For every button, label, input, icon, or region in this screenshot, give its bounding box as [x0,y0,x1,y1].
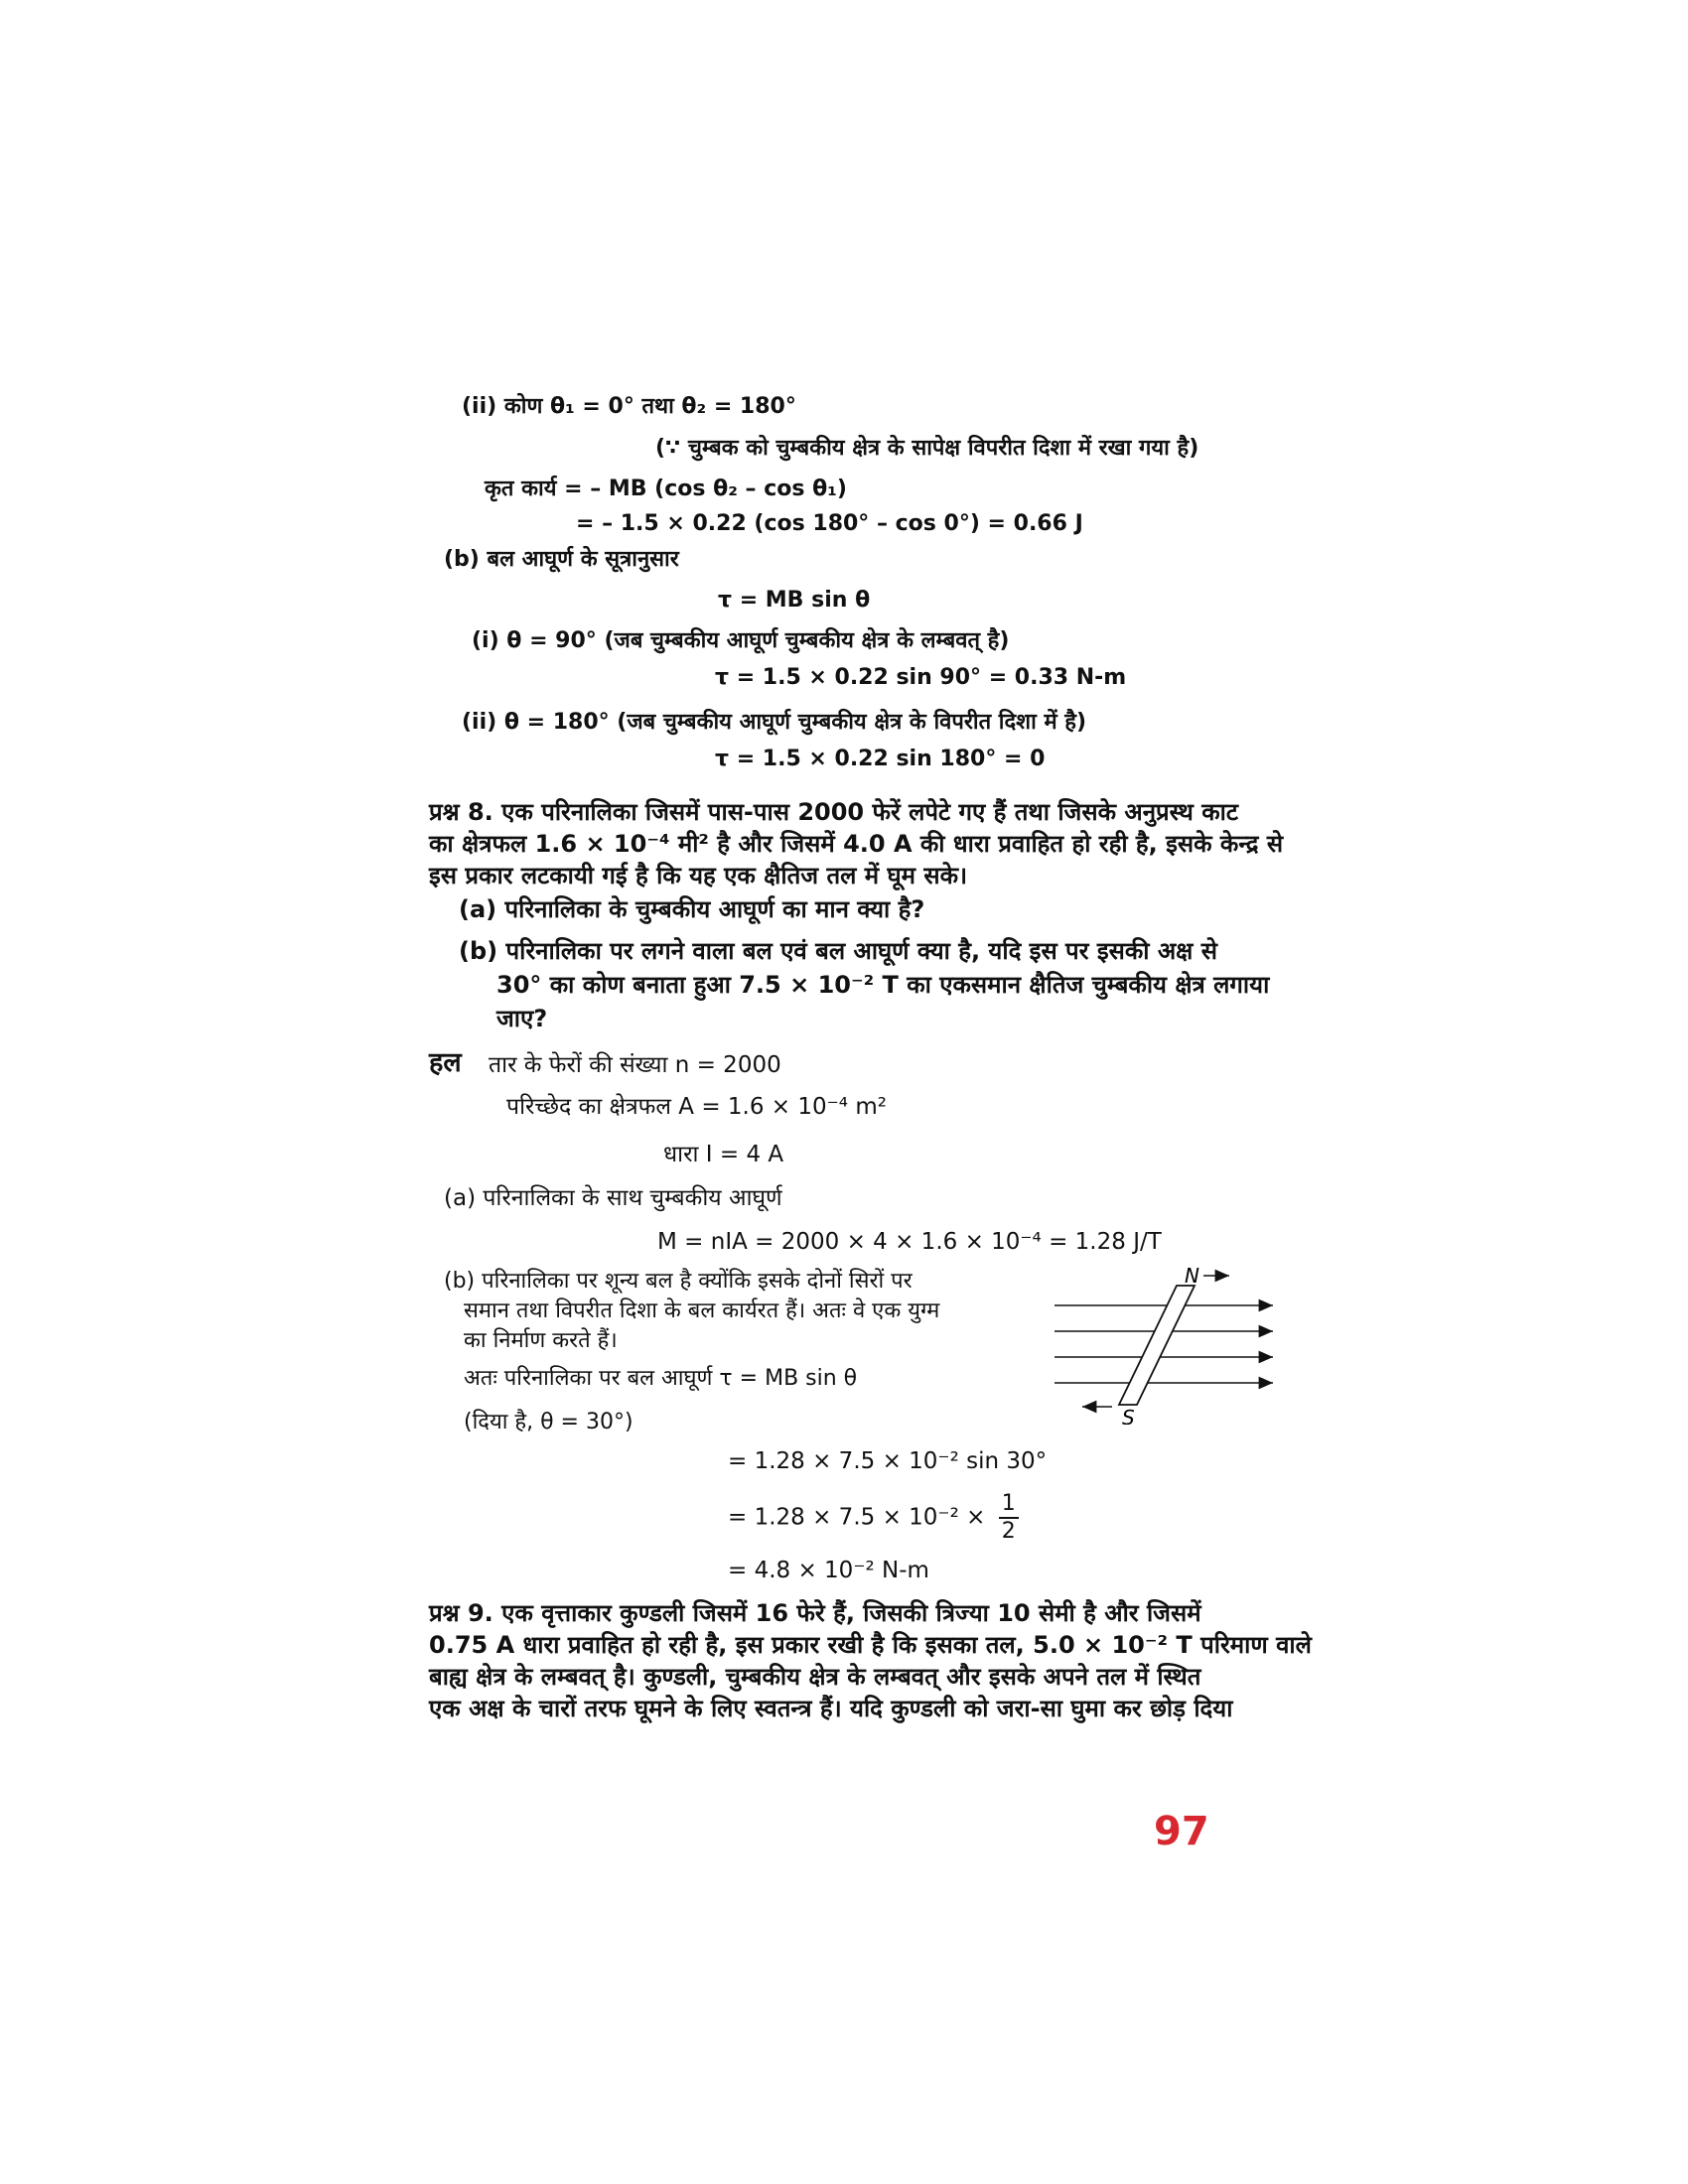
solution-step1: = 1.28 × 7.5 × 10⁻² sin 30° [728,1448,1048,1474]
solution-torque-formula: अतः परिनालिका पर बल आघूर्ण τ = MB sin θ [464,1366,858,1391]
question8-line3: इस प्रकार लटकायी गई है कि यह एक क्षैतिज तल में घूम सके। [429,862,968,889]
solution-part-b-line3: का निर्माण करते हैं। [464,1328,618,1353]
question9-line4: एक अक्ष के चारों तरफ घूमने के लिए स्वतन्त्र हैं। यदि कुण्डली को जरा-सा घुमा कर छोड़ दिया [429,1695,1233,1722]
reason-line: (∵ चुम्बक को चुम्बकीय क्षेत्र के सापेक्ष विपरीत दिशा में रखा गया है) [655,436,1199,461]
question8-line2: का क्षेत्रफल 1.6 × 10⁻⁴ मी² है और जिसमें 4.0 A की धारा प्रवाहित हो रही है, इसके केन्द्र से [429,830,1284,858]
question8-part-b-line1: (b) परिनालिका पर लगने वाला बल एवं बल आघूर्ण क्या है, यदि इस पर इसकी अक्ष से [459,937,1217,965]
solution-moment: M = nIA = 2000 × 4 × 1.6 × 10⁻⁴ = 1.28 J/T [657,1229,1162,1255]
solution-step3: = 4.8 × 10⁻² N-m [728,1558,929,1583]
question8-part-a: (a) परिनालिका के चुम्बकीय आघूर्ण का मान क्या है? [459,895,925,923]
case-i-value: τ = 1.5 × 0.22 sin 90° = 0.33 N-m [715,665,1127,690]
page-number: 97 [1154,1809,1209,1854]
solution-part-a-heading: (a) परिनालिका के साथ चुम्बकीय आघूर्ण [444,1185,782,1211]
solution-label: हल [429,1047,462,1078]
question8-part-b-line3: जाए? [496,1005,548,1032]
solution-turns: तार के फेरों की संख्या n = 2000 [489,1052,781,1078]
work-value: = – 1.5 × 0.22 (cos 180° – cos 0°) = 0.66 J [576,511,1083,536]
case-ii-value: τ = 1.5 × 0.22 sin 180° = 0 [715,747,1046,771]
case-ii: (ii) θ = 180° (जब चुम्बकीय आघूर्ण चुम्बकीय क्षेत्र के विपरीत दिशा में है) [462,710,1087,735]
case-i: (i) θ = 90° (जब चुम्बकीय आघूर्ण चुम्बकीय क्षेत्र के लम्बवत् है) [472,628,1010,653]
solenoid-field-diagram [1053,1256,1291,1425]
question8-line1: प्रश्न 8. एक परिनालिका जिसमें पास-पास 2000 फेरें लपेटे गए हैं तथा जिसके अनुप्रस्थ काट [429,798,1238,826]
fraction-one-half [999,1491,1019,1545]
fraction-denominator: 2 [1001,1519,1016,1544]
question8-part-b-line2: 30° का कोण बनाता हुआ 7.5 × 10⁻² T का एकसमान क्षैतिज चुम्बकीय क्षेत्र लगाया [496,971,1270,999]
solution-part-b-line1: (b) परिनालिका पर शून्य बल है क्योंकि इसके दोनों सिरों पर [444,1269,913,1294]
solution-area: परिच्छेद का क्षेत्रफल A = 1.6 × 10⁻⁴ m² [506,1094,887,1120]
solution-given: (दिया है, θ = 30°) [464,1410,633,1434]
solution-current: धारा I = 4 A [663,1142,784,1167]
work-formula: कृत कार्य = – MB (cos θ₂ – cos θ₁) [485,477,847,501]
question9-line1: प्रश्न 9. एक वृत्ताकार कुण्डली जिसमें 16 फेरे हैं, जिसकी त्रिज्या 10 सेमी है और जिसमें [429,1599,1201,1627]
fraction-numerator: 1 [999,1491,1019,1519]
part-b-heading: (b) बल आघूर्ण के सूत्रानुसार [444,547,679,572]
question9-line2: 0.75 A धारा प्रवाहित हो रही है, इस प्रकार रखी है कि इसका तल, 5.0 × 10⁻² T परिमाण वाले [429,1631,1312,1659]
solution-part-b-line2: समान तथा विपरीत दिशा के बल कार्यरत हैं। अतः वे एक युग्म [464,1298,940,1323]
south-label: S [1122,1406,1135,1425]
question9-line3: बाह्य क्षेत्र के लम्बवत् है। कुण्डली, चुम्बकीय क्षेत्र के लम्बवत् और इसके अपने तल में स्थित [429,1663,1201,1691]
solution-step2-text: = 1.28 × 7.5 × 10⁻² × [728,1504,986,1531]
torque-formula: τ = MB sin θ [718,588,871,613]
angles-line: (ii) कोण θ₁ = 0° तथा θ₂ = 180° [462,394,796,419]
north-label: N [1185,1264,1199,1288]
solution-step2 [728,1491,1019,1545]
solenoid-body [1119,1286,1195,1405]
